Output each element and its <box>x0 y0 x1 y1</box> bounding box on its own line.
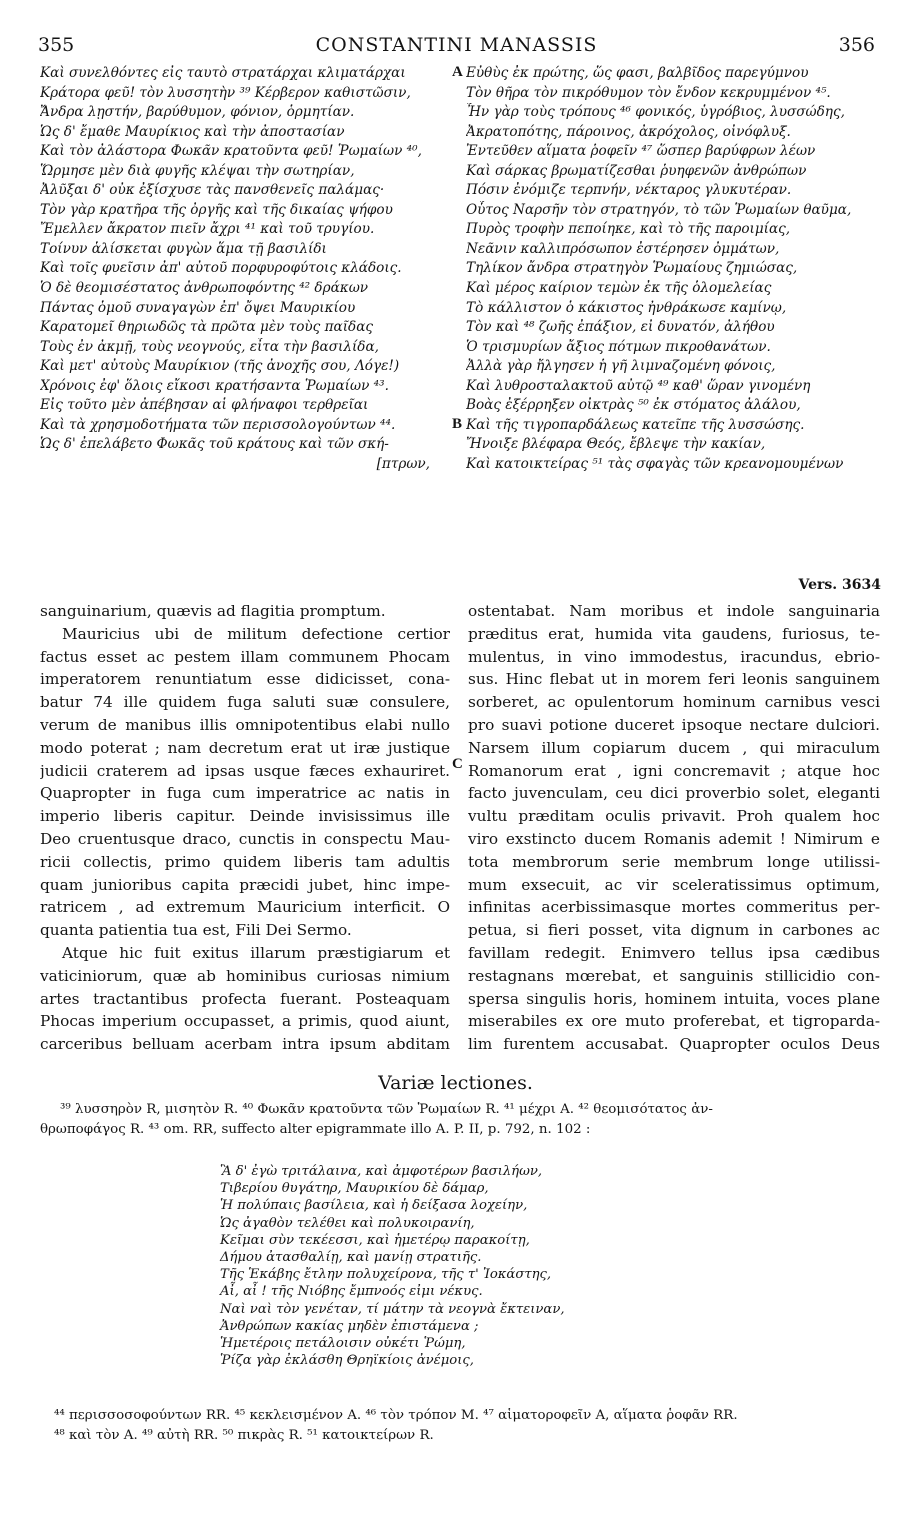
prose-line: judicii craterem ad ipsas usque fæces exhauriret. <box>40 761 450 780</box>
note-line: ³⁹ λυσσηρὸν R, μισητὸν R. ⁴⁰ Φωκᾶν κρατοῦντα τῶν Ῥωμαίων R. ⁴¹ μέχρι A. ⁴² θεομισότατος ἀν- <box>60 1102 713 1117</box>
verse-line: Τηλίκον ἄνδρα στρατηγὸν Ῥωμαίους ζημιώσας, <box>466 260 798 277</box>
epigram-line: Ναὶ ναὶ τὸν γενέταν, τί μάτην τὰ νεογνὰ ἔκτειναν, <box>220 1301 565 1317</box>
prose-line: pro suavi potione duceret ipsoque nectare dulciori. <box>468 715 880 734</box>
prose-line: restagnans mœrebat, et sanguinis stillicidio con- <box>468 966 880 985</box>
prose-line: Quapropter in fuga cum imperatrice ac natis in <box>40 784 450 803</box>
prose-line: sorberet, ac opulentorum hominum carnibus vesci <box>468 693 880 712</box>
margin-letter-b: B <box>452 416 463 432</box>
verse-line: Εὐθὺς ἐκ πρώτης, ὥς φασι, βαλβῖδος παρεγύμνου <box>466 65 809 81</box>
epigram-line: Κεῖμαι σὺν τεκέεσσι, καὶ ἡμετέρῳ παρακοίτῃ, <box>220 1232 530 1248</box>
verse-line: Βοὰς ἐξέρρηξεν οἰκτρὰς ⁵⁰ ἐκ στόματος ἀλάλου, <box>466 397 801 414</box>
prose-line: sus. Hinc flebat ut in morem feri leonis sanguinem <box>468 670 880 689</box>
epigram-line: Τῆς Ἑκάβης ἔτλην πολυχείρονα, τῆς τ' Ἰοκάστης, <box>220 1267 552 1283</box>
verse-line: Τὸν θῆρα τὸν πικρόθυμον τὸν ἔνδον κεκρυμμένον ⁴⁵. <box>466 84 831 101</box>
verse-line: Κράτορα φεῦ! τὸν λυσσητὴν ³⁹ Κέρβερον καθιστῶσιν, <box>40 84 411 101</box>
prose-line: mulentus, in vino immodestus, iracundus, ebrio- <box>468 647 880 666</box>
epigram-line: Τιβερίου θυγάτηρ, Μαυρικίου δὲ δάμαρ, <box>220 1181 489 1197</box>
prose-line: quanta patientia tua est, Fili Dei Sermo. <box>40 921 352 940</box>
prose-line: Mauricius ubi de militum defectione certior <box>62 624 450 643</box>
verse-line: Τοίνυν ἁλίσκεται φυγὼν ἅμα τῇ βασιλίδι <box>40 240 327 257</box>
prose-line: carceribus belluam acerbam intra ipsum abditam <box>40 1035 450 1054</box>
verse-line: Καρατομεῖ θηριωδῶς τὰ πρῶτα μὲν τοὺς παῖδας <box>40 319 374 336</box>
prose-line: petua, si fieri posset, vita dignum in carbones ac <box>468 921 880 940</box>
verse-line: Ἄνδρα λῃστήν, βαρύθυμον, φόνιον, ὁρμητίαν. <box>40 104 355 121</box>
prose-line: ratricem , ad extremum Mauricium interficit. O <box>40 898 450 917</box>
prose-line: favillam redegit. Enimvero tellus ipsa cædibus <box>468 943 880 962</box>
prose-line: factus esset ac pestem illam communem Phocam <box>40 647 450 666</box>
prose-line: miserabiles ex ore muto proferebat, et tigroparda- <box>468 1012 880 1031</box>
prose-line: præditus erat, humida vita gaudens, furiosus, te- <box>468 624 880 643</box>
margin-letter-c: C <box>452 756 463 772</box>
note-line: θρωποφάγος R. ⁴³ om. RR, suffecto alter epigrammate illo A. P. II, p. 792, n. 102 : <box>40 1122 591 1137</box>
verse-line: Καὶ τὸν ἀλάστορα Φωκᾶν κρατοῦντα φεῦ! Ῥωμαίων ⁴⁰, <box>40 143 422 160</box>
verse-line: Τὸ κάλλιστον ὁ κάκιστος ἠνθράκωσε καμίνῳ, <box>466 299 787 316</box>
prose-line: ricii collectis, primo quidem liberis tam adultis <box>40 852 450 871</box>
epigram-line: Ὡς ἀγαθὸν τελέθει καὶ πολυκοιρανίη, <box>220 1215 475 1231</box>
verse-line: Ἦν γὰρ τοὺς τρόπους ⁴⁶ φονικός, ὑγρόβιος, λυσσώδης, <box>466 104 845 121</box>
page-number-left: 355 <box>38 34 75 56</box>
prose-line: Romanorum erat , igni concremavit ; atque hoc <box>468 761 880 780</box>
verse-line: Ἔμελλεν ἄκρατον πιεῖν ἄχρι ⁴¹ καὶ τοῦ τρυγίου. <box>40 221 375 238</box>
prose-line: verum de manibus illis omnipotentibus elabi nullo <box>40 715 450 734</box>
prose-line: Atque hic fuit exitus illarum præstigiarum et <box>62 943 450 962</box>
epigram-line: Ἃ δ' ἐγὼ τριτάλαινα, καὶ ἀμφοτέρων βασιλήων, <box>220 1164 543 1179</box>
verse-line: Ἀλῦξαι δ' οὐκ ἐξίσχυσε τὰς πανσθενεῖς παλάμας· <box>40 182 385 199</box>
verse-line: Πυρὸς τροφὴν πεποίηκε, καὶ τὸ τῆς παροιμίας, <box>466 221 791 238</box>
prose-line: lim furentem accusabat. Quapropter oculos Deus <box>468 1035 880 1054</box>
page-number-right: 356 <box>838 34 875 56</box>
verse-line: Νεᾶνιν καλλιπρόσωπον ἐστέρησεν ὀμμάτων, <box>466 240 780 257</box>
prose-line: quam junioribus capita præcidi jubet, hinc impe- <box>40 875 450 894</box>
verse-line: Πάντας ὁμοῦ συναγαγὼν ἐπ' ὄψει Μαυρικίου <box>40 299 356 316</box>
verse-line: Ὥρμησε μὲν διὰ φυγῆς κλέψαι τὴν σωτηρίαν, <box>40 162 355 179</box>
variae-lectiones-heading: Variæ lectiones. <box>378 1072 533 1094</box>
verse-line: Καὶ μετ' αὐτοὺς Μαυρίκιον (τῆς ἀνοχῆς σου, Λόγε!) <box>40 358 400 375</box>
variant-notes <box>40 1100 881 1140</box>
verse-line: Καὶ μέρος καίριον τεμὼν ἐκ τῆς ὁλομελείας <box>466 280 772 297</box>
verse-line: Ὁ δὲ θεομισέστατος ἀνθρωποφόντης ⁴² δράκων <box>40 280 369 297</box>
verse-line: Τὸν καὶ ⁴⁸ ζωῆς ἐπάξιον, εἰ δυνατόν, ἀλήθου <box>466 319 775 336</box>
epigram-line: Ἡμετέροις πετάλοισιν οὐκέτι Ῥώμη, <box>220 1335 466 1351</box>
latin-column-right <box>468 600 880 1056</box>
epigram-line: Ἡ πολύπαις βασίλεια, καὶ ἡ δείξασα λοχείην, <box>220 1198 528 1214</box>
verse-line: Καὶ τῆς τιγροπαρδάλεως κατεῖπε τῆς λυσσώσης. <box>466 416 805 433</box>
verse-line: Καὶ συνελθόντες εἰς ταυτὸ στρατάρχαι κλιματάρχαι <box>40 65 406 81</box>
greek-column-left <box>40 64 458 474</box>
prose-line: modo poterat ; nam decretum erat ut iræ justique <box>40 738 450 757</box>
note-line: ⁴⁸ καὶ τὸν A. ⁴⁹ αὐτὴ RR. ⁵⁰ πικρὰς R. ⁵¹ κατοικτείρων R. <box>54 1428 434 1443</box>
prose-line: ostentabat. Nam moribus et indole sanguinaria <box>468 602 880 620</box>
page-header <box>38 34 875 56</box>
verse-line: [πτρων, <box>376 455 430 472</box>
prose-line: imperio liberis capitur. Deinde invisissimus ille <box>40 807 450 826</box>
epigram-line: Αἶ, αἶ ! τῆς Νιόβης ἔμπνοός εἰμι νέκυς. <box>220 1284 483 1300</box>
verse-line: Οὗτος Ναρσῆν τὸν στρατηγόν, τὸ τῶν Ῥωμαίων θαῦμα, <box>466 201 852 218</box>
epigram-line: Ῥίζα γὰρ ἐκλάσθη Θρηϊκίοις ἀνέμοις, <box>220 1353 474 1369</box>
verse-line: Καὶ τὰ χρησμοδοτήματα τῶν περισσολογούντων ⁴⁴. <box>40 416 396 433</box>
verse-line: Ὡς δ' ἔμαθε Μαυρίκιος καὶ τὴν ἀποστασίαν <box>40 123 345 140</box>
verse-number-label: Vers. 3634 <box>798 577 881 593</box>
epigram-block <box>220 1163 565 1369</box>
note-line: ⁴⁴ περισσοσοφούντων RR. ⁴⁵ κεκλεισμένον A. ⁴⁶ τὸν τρόπον M. ⁴⁷ αἱματοροφεῖν A, αἵματα ῥοφᾶν RR. <box>54 1408 738 1423</box>
prose-line: Deo cruentusque draco, cunctis in conspectu Mau- <box>40 829 450 848</box>
verse-line: Ἐντεῦθεν αἵματα ῥοφεῖν ⁴⁷ ὥσπερ βαρύφρων λέων <box>466 143 816 160</box>
greek-column-right <box>466 64 880 474</box>
variant-notes-footer <box>40 1406 881 1446</box>
prose-line: vaticiniorum, quæ ab hominibus curiosas nimium <box>40 966 450 985</box>
margin-letter-a: A <box>452 64 463 80</box>
verse-line: Ὡς δ' ἐπελάβετο Φωκᾶς τοῦ κράτους καὶ τῶν σκή- <box>40 436 389 453</box>
prose-line: infinitas acerbissimasque mortes commeritus per- <box>468 898 880 917</box>
latin-column-left <box>40 600 450 1056</box>
epigram-line: Ἀνθρώπων κακίας μηδὲν ἐπιστάμενα ; <box>220 1318 479 1334</box>
prose-line: facto juvenculam, ceu dici proverbio solet, eleganti <box>468 784 880 803</box>
prose-line: sanguinarium, quævis ad flagitia promptum. <box>40 602 386 620</box>
verse-line: Ἀλλὰ γὰρ ἤλγησεν ἡ γῆ λιμναζομένη φόνοις, <box>466 358 776 375</box>
verse-line: Ὁ τρισμυρίων ἄξιος πότμων πικροθανάτων. <box>466 338 771 355</box>
prose-line: artes tractantibus profecta fuerant. Posteaquam <box>40 989 450 1008</box>
verse-line: Τοὺς ἐν ἀκμῇ, τοὺς νεογνούς, εἶτα τὴν βασιλίδα, <box>40 338 379 355</box>
prose-line: batur 74 ille quidem fuga saluti suæ consulere, <box>40 693 450 712</box>
prose-line: viro exstincto ducem Romanis ademit ! Nimirum e <box>468 829 880 848</box>
prose-line: Phocas imperium occupasset, a primis, quod aiunt, <box>40 1012 450 1031</box>
verse-line: Καὶ σάρκας βρωματίζεσθαι ῥυηφενῶν ἀνθρώπων <box>466 162 807 179</box>
epigram-line: Δήμου ἀτασθαλίῃ, καὶ μανίῃ στρατιῆς. <box>220 1249 482 1265</box>
verse-line: Εἰς τοῦτο μὲν ἀπέβησαν αἱ φλήναφοι τερθρεῖαι <box>40 397 369 414</box>
prose-line: mum exsecuit, ac vir sceleratissimus optimum, <box>468 875 880 894</box>
prose-line: Narsem illum copiarum ducem , qui miraculum <box>468 738 880 757</box>
verse-line: Τὸν γὰρ κρατῆρα τῆς ὀργῆς καὶ τῆς δικαίας ψήφου <box>40 201 393 218</box>
verse-line: Καὶ τοῖς φυεῖσιν ἀπ' αὐτοῦ πορφυροφύτοις κλάδοις. <box>40 260 402 277</box>
verse-line: Χρόνοις ἐφ' ὅλοις εἴκοσι κρατήσαντα Ῥωμαίων ⁴³. <box>40 377 389 394</box>
running-title: CONSTANTINI MANASSIS <box>315 34 598 56</box>
prose-line: spersa singulis horis, hominem intuita, voces plane <box>468 989 880 1008</box>
verse-line: Ἀκρατοπότης, πάροινος, ἀκρόχολος, οἰνόφλυξ. <box>466 123 791 140</box>
prose-line: imperatorem renuntiatum esse didicisset, cona- <box>40 670 450 689</box>
verse-line: Καὶ λυθροσταλακτοῦ αὐτῷ ⁴⁹ καθ' ὥραν γινομένη <box>466 377 811 394</box>
prose-line: tota membrorum serie membrum longe utilissi- <box>468 852 880 871</box>
verse-line: Πόσιν ἐνόμιζε τερπνήν, νέκταρος γλυκυτέραν. <box>466 182 792 199</box>
prose-line: vultu præditam oculis privavit. Proh qualem hoc <box>468 807 880 826</box>
verse-line: Ἤνοιξε βλέφαρα Θεός, ἔβλεψε τὴν κακίαν, <box>466 436 766 453</box>
verse-line: Καὶ κατοικτείρας ⁵¹ τὰς σφαγὰς τῶν κρεανομουμένων <box>466 455 844 472</box>
